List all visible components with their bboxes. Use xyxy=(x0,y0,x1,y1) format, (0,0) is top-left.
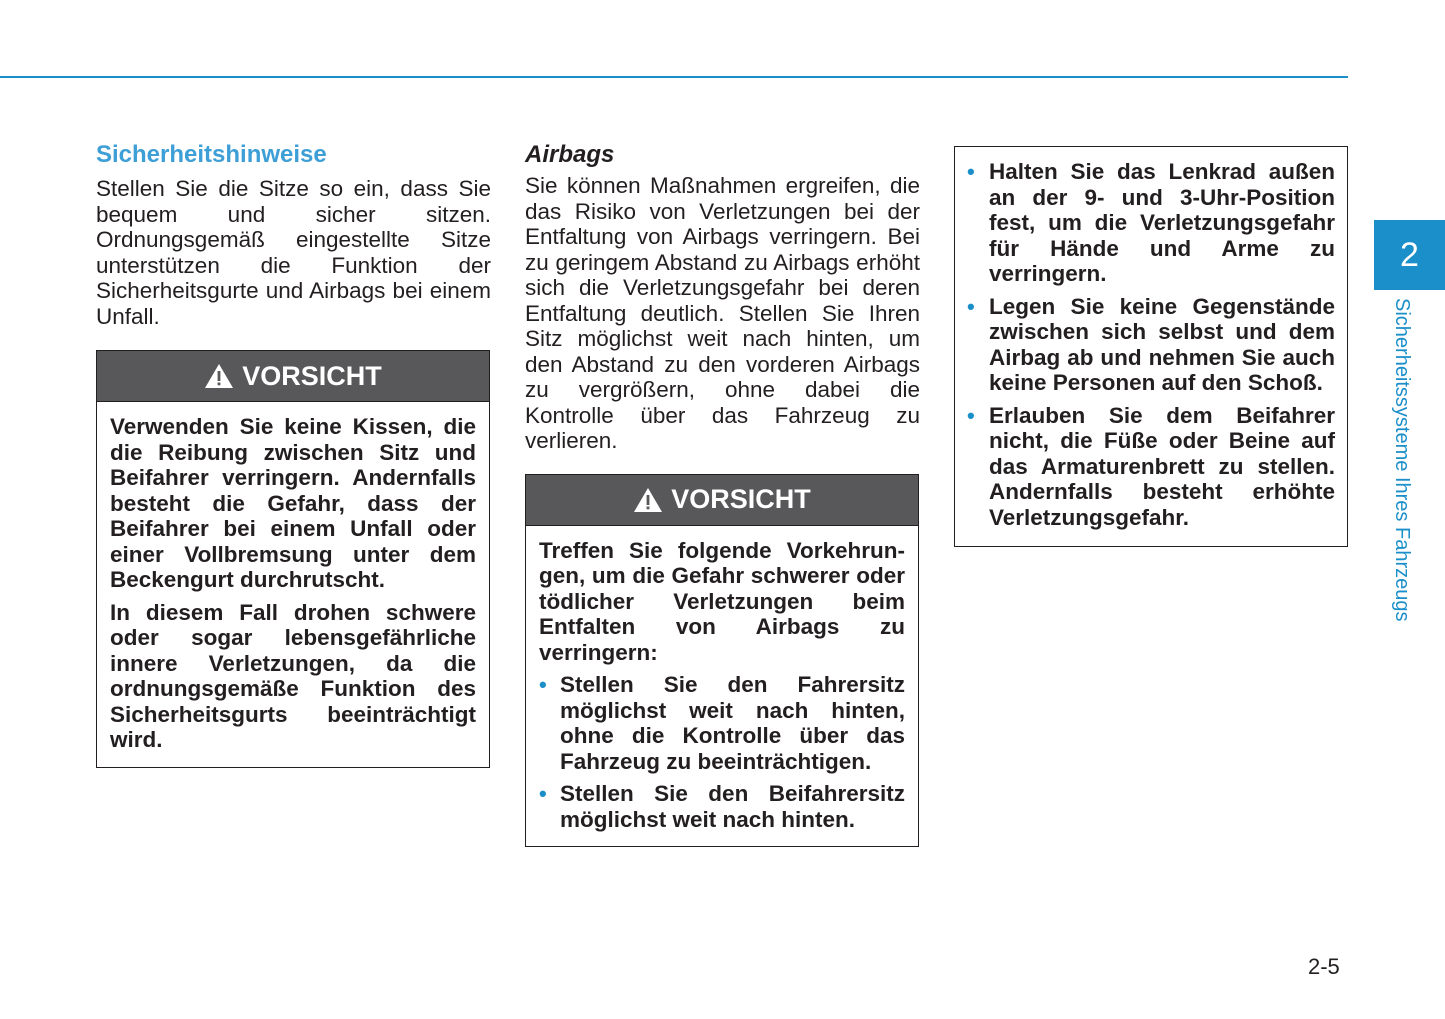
list-item-text: Legen Sie keine Gegenstände zwischen sich selbst und dem Airbag ab und nehmen Sie auch keine Personen auf den Schoß. xyxy=(989,293,1335,395)
caution-bullet-list xyxy=(539,672,905,832)
list-item xyxy=(539,781,905,832)
caution-header xyxy=(97,351,489,402)
caution-label: VORSICHT xyxy=(242,360,382,391)
caution-body xyxy=(97,402,489,767)
bullet-icon: • xyxy=(967,159,975,184)
caution-continued-box xyxy=(954,146,1348,547)
list-item-text: Erlauben Sie dem Beifahrer nicht, die Füße oder Beine auf das Armaturenbrett zu stellen. Andernfalls besteht erhöhte Verletzungsgefahr. xyxy=(989,402,1335,530)
chapter-title-vertical: Sicherheitssysteme Ihres Fahrzeugs xyxy=(1391,298,1413,622)
list-item xyxy=(967,159,1335,287)
header-rule xyxy=(0,76,1348,78)
column-3 xyxy=(954,146,1349,547)
bullet-icon: • xyxy=(539,781,547,806)
list-item-text: Halten Sie das Lenkrad außen an der 9- und 3-Uhr-Position fest, um die Verletzungsgefahr für Hände und Arme zu verringern. xyxy=(989,159,1335,286)
column-1 xyxy=(96,140,491,768)
warning-triangle-icon xyxy=(204,363,234,389)
caution-paragraph: Verwenden Sie keine Kissen, die die Reibung zwischen Sitz und Beifahrer verringern. Andernfalls besteht die Gefahr, dass der Beifahrer bei einem Unfall oder einer Vollbremsung unter dem Beckengurt durchrutscht. xyxy=(110,414,476,592)
bullet-icon: • xyxy=(967,293,975,319)
list-item-text: Stellen Sie den Fahrersitz möglichst weit nach hinten, ohne die Kontrolle über das Fahrzeug zu beeinträchtigen. xyxy=(560,672,905,774)
airbags-title: Airbags xyxy=(525,141,615,168)
warning-triangle-icon xyxy=(633,487,663,513)
chapter-number-tab: 2 xyxy=(1374,220,1445,290)
caution-header xyxy=(526,475,918,526)
list-item xyxy=(967,294,1335,396)
page-number: 2-5 xyxy=(1308,954,1340,979)
caution-body xyxy=(526,526,918,847)
list-item-text: Stellen Sie den Beifahrersitz möglichst weit nach hinten. xyxy=(560,781,905,832)
caution-box-cushions xyxy=(96,350,490,768)
caution-label: VORSICHT xyxy=(671,484,811,514)
caution-intro: Treffen Sie folgende Vorkehrun-gen, um die Gefahr schwerer oder tödlicher Verletzungen beim Entfalten von Airbags zu verringern: xyxy=(539,537,905,665)
intro-paragraph: Stellen Sie die Sitze so ein, dass Sie bequem und sicher sitzen. Ordnungsgemäß eingestellte Sitze unterstützen die Funktion der Sicherheitsgurte und Airbags bei einem Unfall. xyxy=(96,176,491,329)
section-title: Sicherheitshinweise xyxy=(96,141,327,168)
column-2 xyxy=(525,140,920,847)
caution-box-airbags xyxy=(525,474,919,848)
list-item xyxy=(539,672,905,774)
list-item xyxy=(967,403,1335,531)
bullet-icon: • xyxy=(967,402,975,428)
airbags-paragraph: Sie können Maßnahmen ergreifen, die das Risiko von Verletzungen bei der Entfaltung von Airbags verringern. Bei zu geringem Abstand zu Airbags erhöht sich die Verletzungsgefahr bei deren Entfaltung deutlich. Stellen Sie Ihren Sitz möglichst weit nach hinten, um den Abstand zu den vorderen Airbags zu vergrößern, ohne dabei die Kontrolle über das Fahrzeug zu verlieren. xyxy=(525,173,920,453)
caution-bullet-list xyxy=(967,159,1335,530)
caution-paragraph: In diesem Fall drohen schwere oder sogar lebensgefährliche innere Verletzungen, da die ordnungsgemäße Funktion des Sicherheitsgurts beeinträchtigt wird. xyxy=(110,599,476,752)
bullet-icon: • xyxy=(539,672,547,697)
